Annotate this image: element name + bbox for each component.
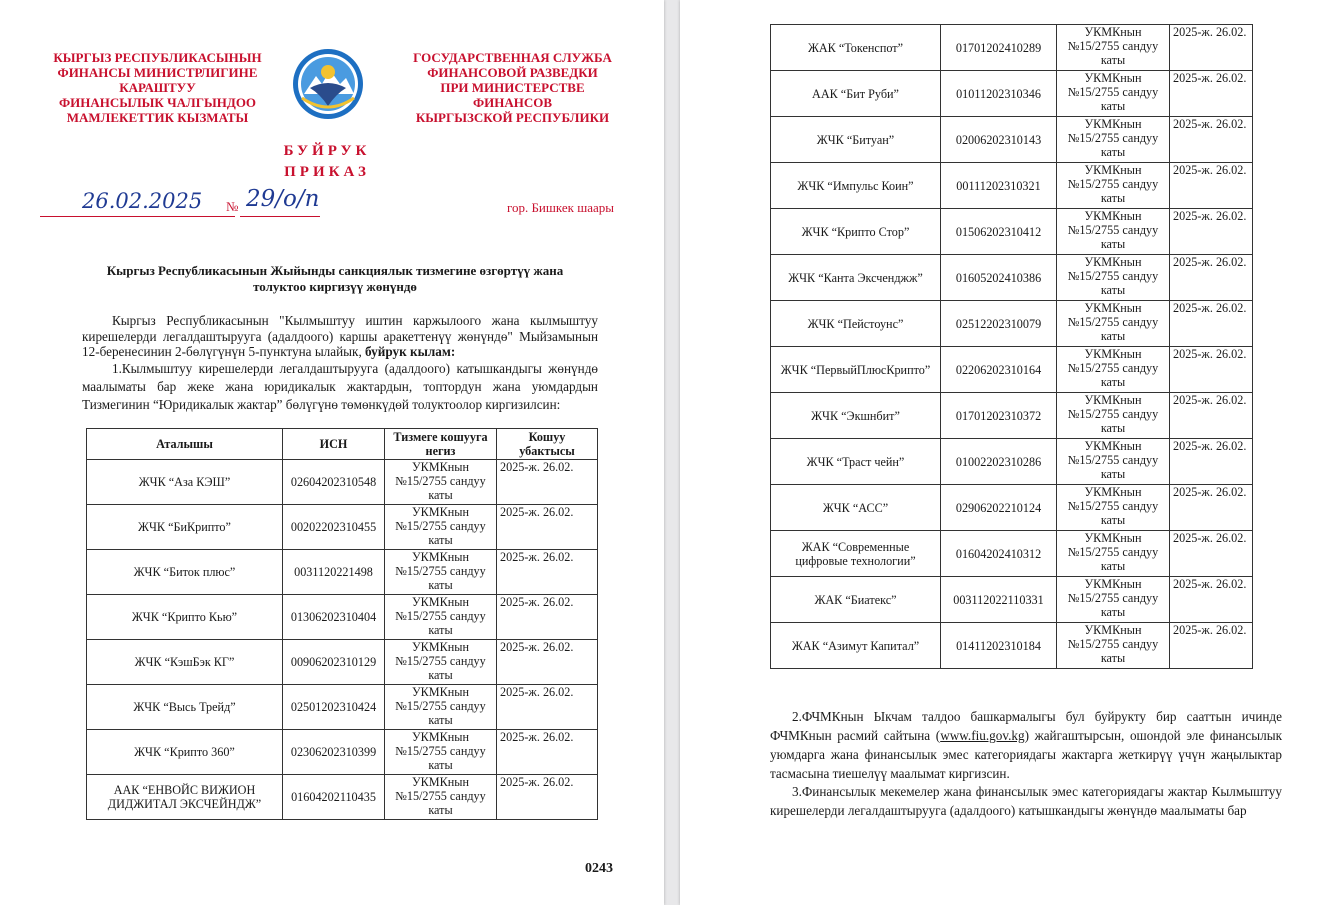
cell-entity-name: ЖЧК “КэшБэк КГ”: [87, 640, 283, 685]
header-ru-line: ФИНАНСОВ: [472, 95, 553, 110]
cell-basis: УКМКнын №15/2755 сандуу каты: [1057, 485, 1170, 531]
cell-basis: УКМКнын №15/2755 сандуу каты: [1057, 439, 1170, 485]
cell-date: 2025-ж. 26.02.: [1170, 255, 1253, 301]
table-row: [771, 393, 1253, 439]
header-kg-line: МАМЛЕКЕТТИК КЫЗМАТЫ: [66, 110, 249, 125]
cell-date: 2025-ж. 26.02.: [1170, 71, 1253, 117]
table-row: [87, 640, 598, 685]
cell-basis: УКМКнын №15/2755 сандуу каты: [1057, 301, 1170, 347]
cell-basis: УКМКнын №15/2755 сандуу каты: [1057, 209, 1170, 255]
cell-basis: УКМКнын №15/2755 сандуу каты: [385, 640, 497, 685]
cell-date: 2025-ж. 26.02.: [497, 640, 598, 685]
cell-entity-name: ЖЧК “ПервыйПлюсКрипто”: [771, 347, 941, 393]
cell-date: 2025-ж. 26.02.: [1170, 531, 1253, 577]
cell-inn: 02306202310399: [283, 730, 385, 775]
order-date: 26.02.2025: [82, 189, 203, 213]
cell-entity-name: ААК “ЕНВОЙС ВИЖИОН ДИДЖИТАЛ ЭКСЧЕЙНДЖ”: [87, 775, 283, 820]
col-header-date: Кошуу убактысы: [497, 429, 598, 460]
cell-date: 2025-ж. 26.02.: [1170, 485, 1253, 531]
table-header-row: [87, 429, 598, 460]
cell-basis: УКМКнын №15/2755 сандуу каты: [1057, 577, 1170, 623]
cell-date: 2025-ж. 26.02.: [497, 730, 598, 775]
cell-date: 2025-ж. 26.02.: [1170, 393, 1253, 439]
cell-basis: УКМКнын №15/2755 сандуу каты: [1057, 163, 1170, 209]
order-title-kg: БУЙРУК: [283, 143, 371, 159]
state-emblem-icon: [292, 48, 364, 120]
table-row: [771, 71, 1253, 117]
cell-entity-name: ЖЧК “Биток плюс”: [87, 550, 283, 595]
cell-basis: УКМКнын №15/2755 сандуу каты: [385, 460, 497, 505]
header-ru-line: ГОСУДАРСТВЕННАЯ СЛУЖБА: [413, 50, 612, 65]
cell-basis: УКМКнын №15/2755 сандуу каты: [1057, 393, 1170, 439]
cell-inn: 02512202310079: [941, 301, 1057, 347]
number-label: №: [226, 199, 239, 214]
cell-basis: УКМКнын №15/2755 сандуу каты: [1057, 25, 1170, 71]
cell-date: 2025-ж. 26.02.: [497, 460, 598, 505]
cell-inn: 003112022110331: [941, 577, 1057, 623]
cell-inn: 01306202310404: [283, 595, 385, 640]
order-title-ru: ПРИКАЗ: [284, 164, 370, 180]
table-row: [771, 439, 1253, 485]
cell-inn: 01411202310184: [941, 623, 1057, 669]
table-row: [771, 531, 1253, 577]
cell-basis: УКМКнын №15/2755 сандуу каты: [1057, 255, 1170, 301]
table-row: [771, 117, 1253, 163]
table-row: [771, 577, 1253, 623]
intro-bold: буйрук кылам:: [365, 344, 456, 359]
cell-basis: УКМКнын №15/2755 сандуу каты: [385, 505, 497, 550]
cell-date: 2025-ж. 26.02.: [1170, 25, 1253, 71]
cell-inn: 01506202310412: [941, 209, 1057, 255]
col-header-name: Аталышы: [87, 429, 283, 460]
cell-basis: УКМКнын №15/2755 сандуу каты: [1057, 71, 1170, 117]
cell-inn: 00111202310321: [941, 163, 1057, 209]
cell-inn: 02906202210124: [941, 485, 1057, 531]
page-number: 0243: [585, 861, 613, 876]
table-row: [87, 730, 598, 775]
item-1-paragraph: 1.Кылмыштуу кирешелерди легалдаштырууга (адалдоого) катышкандыгы жөнүндө маалыматы бар жеке жана юридикалык жактардын, топтордун жана уюмдардын Тизмегинин “Юридикалык жактар” бөлүгүнө төмөнкүдөй толуктоолор киргизилсин:: [82, 361, 598, 412]
table-row: [771, 255, 1253, 301]
table-row: [87, 595, 598, 640]
table-row: [771, 209, 1253, 255]
cell-inn: 01604202110435: [283, 775, 385, 820]
cell-entity-name: ЖАК “Токенспот”: [771, 25, 941, 71]
register-table-page-1: [86, 428, 598, 820]
cell-entity-name: ААК “Бит Руби”: [771, 71, 941, 117]
cell-inn: 01002202310286: [941, 439, 1057, 485]
cell-entity-name: ЖЧК “Экшнбит”: [771, 393, 941, 439]
cell-basis: УКМКнын №15/2755 сандуу каты: [385, 550, 497, 595]
cell-entity-name: ЖЧК “Аза КЭШ”: [87, 460, 283, 505]
cell-date: 2025-ж. 26.02.: [1170, 117, 1253, 163]
item-2-text: 2.ФЧМКнын Ыкчам талдоо башкармалыгы бул буйрукту бир сааттын ичинде ФЧМКнын расмий сайтына (: [770, 709, 1282, 743]
cell-date: 2025-ж. 26.02.: [497, 775, 598, 820]
cell-date: 2025-ж. 26.02.: [497, 595, 598, 640]
cell-entity-name: ЖЧК “АСС”: [771, 485, 941, 531]
cell-inn: 02501202310424: [283, 685, 385, 730]
table-row: [87, 460, 598, 505]
cell-basis: УКМКнын №15/2755 сандуу каты: [385, 730, 497, 775]
cell-date: 2025-ж. 26.02.: [1170, 577, 1253, 623]
cell-basis: УКМКнын №15/2755 сандуу каты: [1057, 531, 1170, 577]
cell-entity-name: ЖЧК “Пейстоунс”: [771, 301, 941, 347]
cell-date: 2025-ж. 26.02.: [1170, 347, 1253, 393]
cell-date: 2025-ж. 26.02.: [1170, 623, 1253, 669]
cell-inn: 01011202310346: [941, 71, 1057, 117]
cell-inn: 01701202310372: [941, 393, 1057, 439]
header-kg-line: ФИНАНСЫЛЫК ЧАЛГЫНДОО: [58, 95, 257, 110]
table-row: [771, 623, 1253, 669]
cell-basis: УКМКнын №15/2755 сандуу каты: [385, 685, 497, 730]
header-kg-line: КАРАШТУУ: [119, 80, 196, 95]
cell-entity-name: ЖЧК “Импульс Коин”: [771, 163, 941, 209]
cell-inn: 02604202310548: [283, 460, 385, 505]
table-row: [87, 550, 598, 595]
cell-entity-name: ЖАК “Биатекс”: [771, 577, 941, 623]
cell-date: 2025-ж. 26.02.: [1170, 163, 1253, 209]
header-ru-line: ПРИ МИНИСТЕРСТВЕ: [440, 80, 585, 95]
document-title: Кыргыз Республикасынын Жыйынды санкциялык тизмегине өзгөртүү жана толуктоо киргизүү жөнүндө: [106, 263, 564, 294]
cell-inn: 0031120221498: [283, 550, 385, 595]
table-row: [771, 347, 1253, 393]
header-kyrgyz: [40, 50, 275, 125]
cell-entity-name: ЖЧК “Канта Эксченджж”: [771, 255, 941, 301]
order-number: 29/о/п: [246, 186, 320, 212]
item-3-paragraph: 3.Финансылык мекемелер жана финансылык эмес категориядагы жактар Кылмыштуу кирешелерди легалдаштырууга (адалдоого) катышкандыгы жөнүндө маалыматы бар: [770, 784, 1282, 818]
cell-date: 2025-ж. 26.02.: [497, 505, 598, 550]
col-header-inn: ИСН: [283, 429, 385, 460]
item-2-text-cont: ) жайгаштырсын, ошондой эле финансылык уюмдарга жана финансылык эмес категориядагы жактарга жеткирүү үчүн жаңылыктар тасмасына тиешелүү маалымат киргизсин.: [770, 728, 1282, 781]
cell-date: 2025-ж. 26.02.: [497, 685, 598, 730]
header-kg-line: КЫРГЫЗ РЕСПУБЛИКАСЫНЫН: [53, 50, 262, 65]
header-russian: [395, 50, 630, 125]
cell-date: 2025-ж. 26.02.: [1170, 439, 1253, 485]
cell-date: 2025-ж. 26.02.: [497, 550, 598, 595]
cell-entity-name: ЖЧК “Крипто 360”: [87, 730, 283, 775]
cell-date: 2025-ж. 26.02.: [1170, 209, 1253, 255]
table-row: [771, 25, 1253, 71]
intro-paragraph: [82, 313, 598, 360]
header-ru-line: КЫРГЫЗСКОЙ РЕСПУБЛИКИ: [415, 110, 610, 125]
cell-inn: 01604202410312: [941, 531, 1057, 577]
table-row: [771, 301, 1253, 347]
cell-basis: УКМКнын №15/2755 сандуу каты: [1057, 347, 1170, 393]
fiu-website-link[interactable]: www.fiu.gov.kg: [940, 728, 1025, 743]
table-row: [771, 163, 1253, 209]
cell-entity-name: ЖЧК “Битуан”: [771, 117, 941, 163]
header-kg-line: ФИНАНСЫ МИНИСТРЛИГИНЕ: [57, 65, 258, 80]
cell-basis: УКМКнын №15/2755 сандуу каты: [1057, 117, 1170, 163]
document-page-1: [0, 0, 664, 905]
cell-entity-name: ЖАК “Азимут Капитал”: [771, 623, 941, 669]
city-label: гор. Бишкек шаары: [506, 200, 614, 215]
cell-inn: 02206202310164: [941, 347, 1057, 393]
cell-basis: УКМКнын №15/2755 сандуу каты: [385, 595, 497, 640]
cell-entity-name: ЖЧК “Крипто Стор”: [771, 209, 941, 255]
cell-basis: УКМКнын №15/2755 сандуу каты: [1057, 623, 1170, 669]
cell-date: 2025-ж. 26.02.: [1170, 301, 1253, 347]
table-body-page-1: [87, 460, 598, 820]
cell-inn: 02006202310143: [941, 117, 1057, 163]
cell-inn: 01605202410386: [941, 255, 1057, 301]
cell-entity-name: ЖЧК “БиКрипто”: [87, 505, 283, 550]
cell-inn: 01701202410289: [941, 25, 1057, 71]
table-row: [87, 775, 598, 820]
table-row: [771, 485, 1253, 531]
intro-text: Кыргыз Республикасынын "Кылмыштуу иштин каржылоого жана кылмыштуу кирешелерди легалдаштырууга (адалдоого) каршы аракеттенүү жөнүндө" Мыйзамынын 12-беренесинин 2-бөлүгүнүн 5-пунктуна ылайык,: [82, 313, 598, 359]
col-header-basis: Тизмеге кошууга негиз: [385, 429, 497, 460]
cell-entity-name: ЖЧК “Траст чейн”: [771, 439, 941, 485]
register-table-page-2: [770, 24, 1253, 669]
cell-inn: 00906202310129: [283, 640, 385, 685]
cell-entity-name: ЖАК “Современные цифровые технологии”: [771, 531, 941, 577]
table-body-page-2: [771, 25, 1253, 669]
cell-entity-name: ЖЧК “Высь Трейд”: [87, 685, 283, 730]
table-row: [87, 685, 598, 730]
table-row: [87, 505, 598, 550]
cell-basis: УКМКнын №15/2755 сандуу каты: [385, 775, 497, 820]
cell-entity-name: ЖЧК “Крипто Кью”: [87, 595, 283, 640]
cell-inn: 00202202310455: [283, 505, 385, 550]
item-2-paragraph: [770, 707, 1282, 783]
header-ru-line: ФИНАНСОВОЙ РАЗВЕДКИ: [427, 65, 598, 80]
